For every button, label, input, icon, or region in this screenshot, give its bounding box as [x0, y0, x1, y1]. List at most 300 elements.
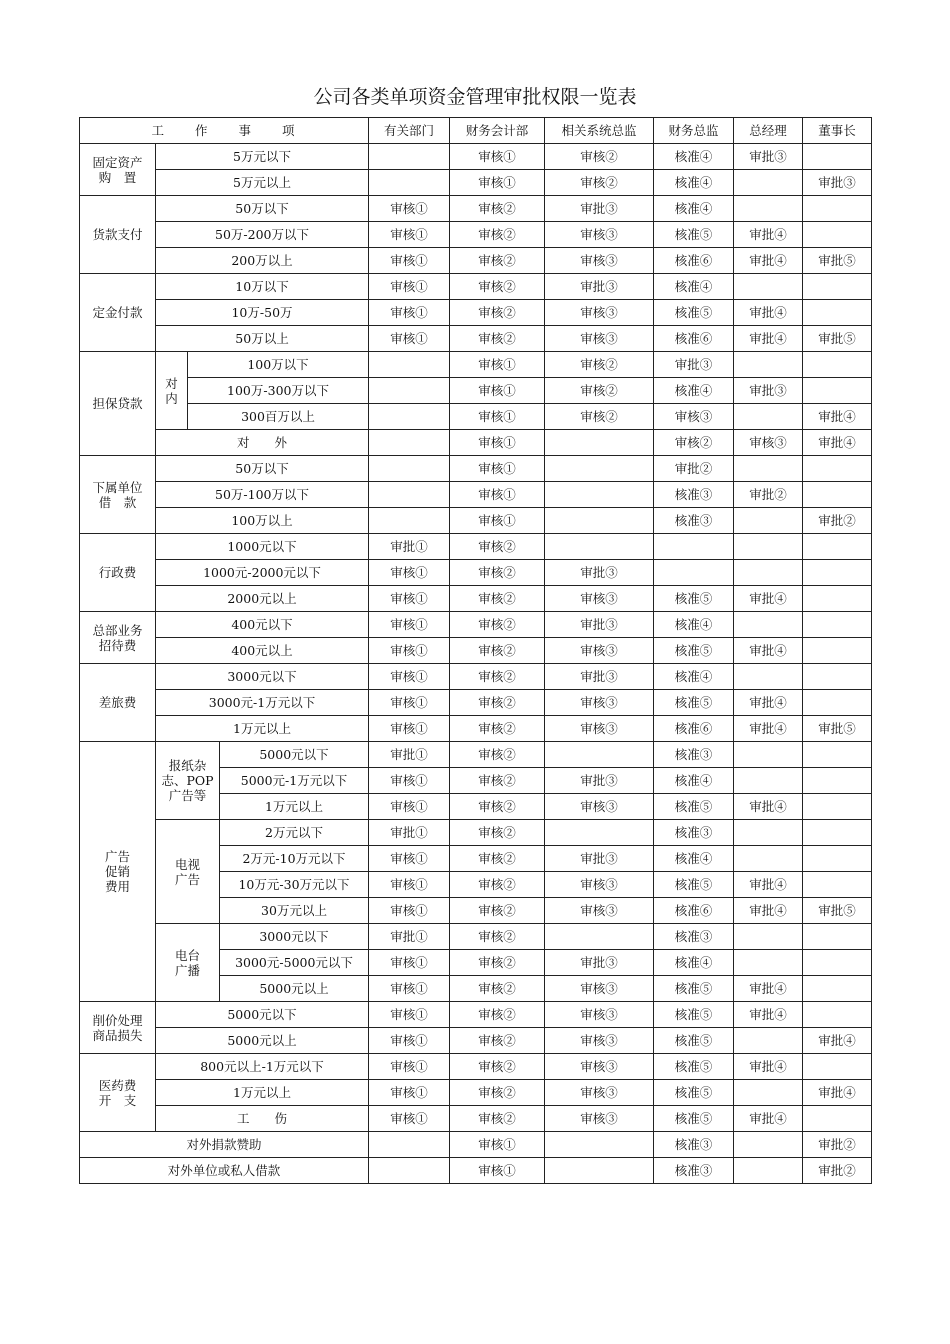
approval-cell: 核准⑥ [654, 898, 734, 924]
approval-cell: 审批④ [734, 300, 803, 326]
approval-cell: 审核② [450, 274, 545, 300]
condition-cell: 10万元-30万元以下 [220, 872, 369, 898]
table-row [80, 820, 872, 846]
approval-cell: 审批① [369, 820, 450, 846]
approval-cell [803, 1002, 872, 1028]
approval-cell: 审批④ [734, 586, 803, 612]
table-row [80, 430, 872, 456]
table-row [80, 1158, 872, 1184]
approval-cell [803, 612, 872, 638]
condition-cell: 50万以下 [156, 456, 369, 482]
table-row [80, 638, 872, 664]
approval-cell [654, 560, 734, 586]
approval-cell: 审批④ [734, 326, 803, 352]
approval-cell: 审核③ [545, 300, 654, 326]
approval-cell: 审批④ [734, 794, 803, 820]
approval-cell: 审核① [450, 482, 545, 508]
approval-cell [803, 196, 872, 222]
approval-cell: 审核③ [545, 1002, 654, 1028]
table-row [80, 612, 872, 638]
table-row [80, 482, 872, 508]
approval-cell [803, 820, 872, 846]
approval-cell: 审核① [369, 690, 450, 716]
table-row [80, 274, 872, 300]
approval-cell: 审批① [369, 534, 450, 560]
approval-cell [734, 768, 803, 794]
condition-cell: 100万以下 [188, 352, 369, 378]
approval-cell [545, 820, 654, 846]
approval-cell: 审批② [734, 482, 803, 508]
approval-cell: 审批④ [803, 1028, 872, 1054]
category-label: 定金付款 [80, 274, 156, 352]
approval-cell: 审批③ [545, 612, 654, 638]
approval-cell: 审核② [450, 898, 545, 924]
condition-cell: 2万元以下 [220, 820, 369, 846]
approval-cell: 核准③ [654, 742, 734, 768]
condition-cell: 3000元-1万元以下 [156, 690, 369, 716]
approval-cell: 审核① [450, 456, 545, 482]
condition-cell: 1万元以上 [156, 716, 369, 742]
header-col: 总经理 [734, 118, 803, 144]
category-label-line: 总部业务 [92, 622, 143, 638]
approval-cell [734, 664, 803, 690]
approval-cell: 审核① [450, 1158, 545, 1184]
approval-cell: 核准⑥ [654, 716, 734, 742]
approval-cell: 审核③ [545, 794, 654, 820]
category-label-line: 广播 [174, 962, 200, 978]
approval-cell: 审核① [369, 196, 450, 222]
approval-cell [545, 456, 654, 482]
approval-cell: 核准④ [654, 196, 734, 222]
condition-cell: 200万以上 [156, 248, 369, 274]
approval-cell: 审核① [450, 144, 545, 170]
condition-cell: 50万-200万以下 [156, 222, 369, 248]
approval-cell: 审核① [369, 560, 450, 586]
approval-cell: 审批④ [803, 430, 872, 456]
category-label: 对外捐款赞助 [80, 1132, 369, 1158]
approval-cell: 审核① [369, 1028, 450, 1054]
approval-cell: 核准⑤ [654, 1002, 734, 1028]
condition-cell: 400元以上 [156, 638, 369, 664]
approval-cell [734, 274, 803, 300]
approval-cell [803, 352, 872, 378]
approval-cell: 审核① [369, 872, 450, 898]
approval-cell: 审核② [450, 768, 545, 794]
category-label [80, 144, 156, 196]
table-row [80, 144, 872, 170]
category-label-line: 削价处理 [92, 1012, 143, 1028]
approval-cell: 核准⑤ [654, 638, 734, 664]
approval-cell [803, 300, 872, 326]
header-col: 财务总监 [654, 118, 734, 144]
approval-cell: 审核② [545, 144, 654, 170]
approval-cell: 核准⑥ [654, 248, 734, 274]
table-row [80, 1106, 872, 1132]
condition-cell: 1000元-2000元以下 [156, 560, 369, 586]
approval-cell: 审核① [369, 1106, 450, 1132]
approval-cell: 审批④ [734, 1106, 803, 1132]
approval-cell [654, 534, 734, 560]
condition-cell: 2万元-10万元以下 [220, 846, 369, 872]
approval-cell: 审批④ [803, 404, 872, 430]
approval-cell: 审批③ [545, 664, 654, 690]
approval-cell [369, 144, 450, 170]
approval-cell [545, 924, 654, 950]
category-label-line: 费用 [104, 879, 130, 894]
condition-cell: 800元以上-1万元以下 [156, 1054, 369, 1080]
approval-cell: 审核② [450, 1080, 545, 1106]
approval-cell: 审核② [654, 430, 734, 456]
approval-cell: 审核① [369, 612, 450, 638]
approval-cell [545, 482, 654, 508]
approval-cell: 审核③ [654, 404, 734, 430]
approval-cell: 审核② [545, 352, 654, 378]
condition-cell: 3000元-5000元以下 [220, 950, 369, 976]
approval-cell [369, 404, 450, 430]
approval-cell: 审核② [545, 404, 654, 430]
condition-cell: 5000元以上 [156, 1028, 369, 1054]
approval-cell: 审核② [450, 586, 545, 612]
approval-cell [803, 872, 872, 898]
approval-cell [734, 1028, 803, 1054]
approval-cell [734, 352, 803, 378]
approval-cell: 审批③ [803, 170, 872, 196]
category-label-line: 商品损失 [92, 1027, 143, 1043]
approval-cell: 核准④ [654, 612, 734, 638]
approval-cell: 审核② [450, 248, 545, 274]
approval-cell: 核准⑤ [654, 690, 734, 716]
approval-cell: 审核③ [545, 716, 654, 742]
approval-cell: 审核③ [545, 872, 654, 898]
category-label-line: 医药费 [98, 1077, 137, 1093]
approval-cell [803, 1106, 872, 1132]
approval-cell [803, 976, 872, 1002]
approval-cell: 审批③ [545, 560, 654, 586]
category-label [80, 456, 156, 534]
approval-cell: 审批④ [734, 690, 803, 716]
table-row [80, 326, 872, 352]
approval-cell [803, 144, 872, 170]
approval-cell: 审核② [545, 170, 654, 196]
approval-cell: 审批④ [734, 716, 803, 742]
approval-cell: 审核① [369, 768, 450, 794]
condition-cell: 5000元以下 [220, 742, 369, 768]
approval-cell: 审核① [369, 274, 450, 300]
subcategory-label [156, 742, 220, 820]
approval-cell: 审核② [450, 196, 545, 222]
approval-cell: 审核③ [545, 248, 654, 274]
approval-cell: 核准③ [654, 482, 734, 508]
approval-cell: 审批④ [734, 976, 803, 1002]
table-row [80, 196, 872, 222]
approval-cell: 审核③ [545, 690, 654, 716]
table-row [80, 1132, 872, 1158]
approval-cell: 审核① [369, 222, 450, 248]
approval-cell: 审核① [450, 404, 545, 430]
approval-cell: 核准④ [654, 170, 734, 196]
condition-cell: 1000元以下 [156, 534, 369, 560]
header-col: 董事长 [803, 118, 872, 144]
approval-cell: 审核① [450, 508, 545, 534]
approval-cell: 审批③ [545, 846, 654, 872]
condition-cell: 工 伤 [156, 1106, 369, 1132]
condition-cell: 5000元以上 [220, 976, 369, 1002]
condition-cell: 5万元以下 [156, 144, 369, 170]
approval-cell: 审批③ [654, 352, 734, 378]
approval-cell: 审批③ [734, 144, 803, 170]
approval-cell [803, 482, 872, 508]
category-label: 对外单位或私人借款 [80, 1158, 369, 1184]
approval-cell: 核准④ [654, 378, 734, 404]
category-label [80, 742, 156, 1002]
approval-cell [545, 508, 654, 534]
approval-cell: 核准④ [654, 274, 734, 300]
approval-cell: 核准⑤ [654, 1028, 734, 1054]
approval-cell: 审批② [803, 1158, 872, 1184]
approval-cell: 审批⑤ [803, 248, 872, 274]
approval-cell: 审核① [369, 1054, 450, 1080]
approval-cell: 审批③ [545, 950, 654, 976]
category-label-line: 下属单位 [92, 479, 143, 495]
approval-cell: 审核② [450, 326, 545, 352]
approval-cell: 核准⑥ [654, 326, 734, 352]
approval-table [79, 117, 872, 1184]
category-label: 差旅费 [80, 664, 156, 742]
approval-cell [734, 846, 803, 872]
approval-cell: 审核③ [545, 222, 654, 248]
approval-cell [734, 1080, 803, 1106]
table-row [80, 1002, 872, 1028]
approval-cell: 审核② [450, 1002, 545, 1028]
approval-cell [369, 430, 450, 456]
header-col: 有关部门 [369, 118, 450, 144]
approval-cell [734, 404, 803, 430]
approval-cell [734, 612, 803, 638]
approval-cell: 审核③ [545, 1080, 654, 1106]
approval-cell: 审核② [450, 222, 545, 248]
subcategory-label-line: 内 [165, 390, 178, 406]
approval-cell: 审核③ [545, 586, 654, 612]
approval-cell: 核准⑤ [654, 1080, 734, 1106]
approval-cell: 审批⑤ [803, 716, 872, 742]
approval-cell: 审核① [369, 326, 450, 352]
approval-cell: 审核① [369, 664, 450, 690]
subcategory-label [156, 820, 220, 924]
approval-cell [803, 534, 872, 560]
approval-cell [803, 794, 872, 820]
category-label [80, 612, 156, 664]
approval-cell: 审核① [369, 1080, 450, 1106]
category-label-line: 电台 [174, 947, 200, 963]
approval-cell [545, 430, 654, 456]
approval-cell: 核准⑤ [654, 300, 734, 326]
approval-cell: 审批④ [734, 1054, 803, 1080]
category-label-line: 广告等 [168, 788, 207, 803]
table-row [80, 690, 872, 716]
table-row [80, 1054, 872, 1080]
approval-cell [545, 534, 654, 560]
approval-cell: 审批③ [545, 196, 654, 222]
table-row [80, 1028, 872, 1054]
table-row [80, 300, 872, 326]
header-item: 工 作 事 项 [80, 118, 369, 144]
approval-cell: 审批② [654, 456, 734, 482]
table-row [80, 456, 872, 482]
category-label [80, 1002, 156, 1054]
approval-cell [803, 690, 872, 716]
table-row [80, 534, 872, 560]
approval-cell: 审核② [450, 846, 545, 872]
category-label: 行政费 [80, 534, 156, 612]
category-label-line: 借 款 [98, 494, 137, 510]
approval-cell: 核准③ [654, 1132, 734, 1158]
approval-cell [545, 742, 654, 768]
approval-cell [369, 378, 450, 404]
approval-cell: 核准③ [654, 820, 734, 846]
condition-cell: 400元以下 [156, 612, 369, 638]
approval-cell: 审核① [369, 794, 450, 820]
table-row [80, 118, 872, 144]
approval-cell: 审核① [450, 1132, 545, 1158]
approval-cell [734, 560, 803, 586]
approval-cell [803, 664, 872, 690]
approval-cell: 审核② [450, 300, 545, 326]
condition-cell: 3000元以下 [156, 664, 369, 690]
approval-cell: 审核① [369, 716, 450, 742]
header-col: 财务会计部 [450, 118, 545, 144]
condition-cell: 1万元以上 [156, 1080, 369, 1106]
condition-cell: 50万以上 [156, 326, 369, 352]
approval-cell: 审核③ [545, 1106, 654, 1132]
page-title: 公司各类单项资金管理审批权限一览表 [313, 86, 637, 108]
approval-cell: 核准③ [654, 1158, 734, 1184]
approval-cell [369, 352, 450, 378]
category-label-line: 电视 [174, 856, 200, 872]
approval-cell: 审批① [369, 924, 450, 950]
approval-cell: 审核② [450, 534, 545, 560]
approval-cell: 审核③ [545, 638, 654, 664]
condition-cell: 30万元以上 [220, 898, 369, 924]
approval-cell: 审批④ [734, 898, 803, 924]
approval-cell: 审核② [450, 612, 545, 638]
approval-cell: 审批④ [734, 222, 803, 248]
approval-cell: 核准⑤ [654, 976, 734, 1002]
approval-cell [734, 1132, 803, 1158]
approval-cell: 审核① [450, 352, 545, 378]
condition-cell: 100万以上 [156, 508, 369, 534]
approval-cell: 审批④ [734, 1002, 803, 1028]
approval-cell: 审批④ [734, 638, 803, 664]
approval-cell [734, 196, 803, 222]
approval-cell: 审批⑤ [803, 898, 872, 924]
approval-cell: 核准⑤ [654, 1106, 734, 1132]
approval-cell: 审核② [450, 1106, 545, 1132]
table-row [80, 352, 872, 378]
approval-cell [803, 638, 872, 664]
approval-cell [803, 586, 872, 612]
approval-cell [803, 846, 872, 872]
table-row [80, 170, 872, 196]
table-row [80, 716, 872, 742]
approval-cell: 审核① [450, 170, 545, 196]
approval-cell: 审核② [450, 716, 545, 742]
approval-cell [734, 534, 803, 560]
approval-cell: 核准⑤ [654, 1054, 734, 1080]
table-row [80, 378, 872, 404]
approval-cell: 审核① [369, 300, 450, 326]
table-row [80, 742, 872, 768]
approval-cell: 审核② [450, 560, 545, 586]
approval-cell [803, 768, 872, 794]
approval-cell: 审核① [369, 586, 450, 612]
condition-cell: 5万元以上 [156, 170, 369, 196]
table-row [80, 248, 872, 274]
condition-cell: 50万以下 [156, 196, 369, 222]
approval-cell: 核准⑤ [654, 586, 734, 612]
approval-cell: 审批③ [545, 274, 654, 300]
subcategory-label-line: 对 [165, 375, 178, 391]
approval-cell: 审批① [369, 742, 450, 768]
approval-cell [369, 482, 450, 508]
category-label-line: 志、POP [161, 773, 214, 788]
approval-cell [734, 950, 803, 976]
approval-cell: 审批③ [734, 378, 803, 404]
approval-cell: 审核② [450, 1028, 545, 1054]
condition-cell: 对 外 [156, 430, 369, 456]
approval-cell [734, 742, 803, 768]
condition-cell: 3000元以下 [220, 924, 369, 950]
condition-cell: 50万-100万以下 [156, 482, 369, 508]
approval-cell: 审批② [803, 508, 872, 534]
condition-cell: 5000元-1万元以下 [220, 768, 369, 794]
approval-cell: 核准④ [654, 144, 734, 170]
approval-cell [734, 1158, 803, 1184]
table-row [80, 924, 872, 950]
approval-cell: 审核③ [545, 976, 654, 1002]
approval-cell: 审核① [369, 898, 450, 924]
condition-cell: 100万-300万以下 [188, 378, 369, 404]
subcategory-label [156, 924, 220, 1002]
approval-cell [803, 560, 872, 586]
header-col: 相关系统总监 [545, 118, 654, 144]
approval-cell: 审核② [450, 638, 545, 664]
approval-cell: 审核② [450, 690, 545, 716]
approval-cell: 审核③ [545, 898, 654, 924]
approval-cell [369, 1132, 450, 1158]
category-label: 担保贷款 [80, 352, 156, 456]
table-row [80, 560, 872, 586]
approval-cell: 审核① [450, 378, 545, 404]
approval-cell [803, 1054, 872, 1080]
approval-cell: 审核① [369, 638, 450, 664]
approval-cell: 核准⑤ [654, 222, 734, 248]
approval-cell: 审核③ [545, 1054, 654, 1080]
approval-cell: 审核② [450, 924, 545, 950]
approval-cell [803, 950, 872, 976]
approval-cell: 审核② [450, 820, 545, 846]
approval-cell [803, 222, 872, 248]
category-label-line: 促销 [104, 864, 130, 879]
approval-cell: 核准④ [654, 768, 734, 794]
approval-cell: 审核② [450, 872, 545, 898]
approval-cell: 审核① [369, 248, 450, 274]
approval-cell: 审核③ [734, 430, 803, 456]
approval-cell [734, 924, 803, 950]
category-label-line: 招待费 [98, 637, 137, 653]
approval-cell: 审核① [369, 846, 450, 872]
approval-cell: 审核② [450, 950, 545, 976]
condition-cell: 5000元以下 [156, 1002, 369, 1028]
